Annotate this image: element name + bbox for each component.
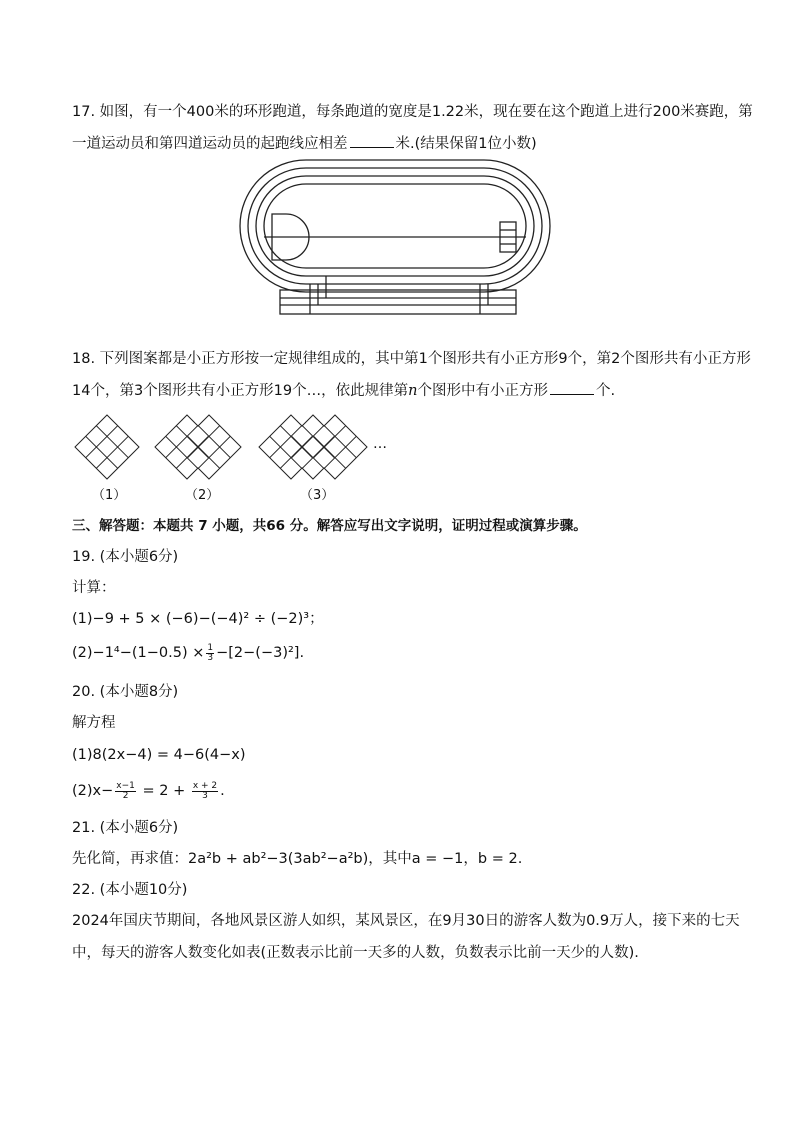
q19-fraction <box>206 644 214 663</box>
q20-part2-text-a: (2)x− <box>72 783 114 799</box>
q20-fraction-2 <box>192 782 218 801</box>
q20-intro: 解方程 <box>72 715 116 731</box>
q18-line2 <box>72 380 615 401</box>
q19-part2 <box>72 643 304 663</box>
q19-fraction-denominator: 3 <box>207 652 214 663</box>
q19-intro: 计算： <box>72 580 116 596</box>
figure-3-caption: （3） <box>300 488 335 503</box>
q19-part1: (1)−9 + 5 × (−6)−(−4)² ÷ (−2)³； <box>72 611 324 627</box>
q17-line2-text-a: 一道运动员和第四道运动员的起跑线应相差 <box>72 136 348 152</box>
running-track-figure <box>238 158 554 320</box>
q21-text: 先化简，再求值：2a²b + ab²−3(3ab²−a²b)，其中a = −1，b = 2. <box>72 851 523 867</box>
q20-fraction-1-denominator: 2 <box>122 790 129 801</box>
q22-line2: 中，每天的游客人数变化如表(正数表示比前一天多的人数，负数表示比前一天少的人数). <box>72 945 639 961</box>
q17-answer-blank <box>350 133 394 148</box>
pattern-figure-2 <box>154 414 242 480</box>
q19-part2-text-b: −[2−(−3)²]. <box>216 645 305 661</box>
q18-answer-blank <box>550 380 594 395</box>
q19-fraction-numerator: 1 <box>207 642 214 653</box>
figure-2-caption: （2） <box>185 488 220 503</box>
section-3-heading: 三、解答题：本题共 7 小题，共66 分。解答应写出文字说明，证明过程或演算步骤。 <box>72 518 587 534</box>
q18-line2-text-c: 个. <box>595 383 616 399</box>
q20-fraction-2-denominator: 3 <box>202 790 208 801</box>
q18-variable-n: n <box>408 383 418 399</box>
q20-part2-text-c: . <box>220 783 225 799</box>
q22-line1: 2024年国庆节期间，各地风景区游人如织，某风景区，在9月30日的游客人数为0.9万人，接下来的七天 <box>72 913 740 929</box>
q20-part2 <box>72 781 225 801</box>
q20-fraction-1-numerator: x−1 <box>116 780 135 791</box>
q17-line2 <box>72 133 537 154</box>
q19-title: 19. (本小题6分) <box>72 549 179 565</box>
q17-line2-text-b: 米.(结果保留1位小数) <box>395 136 537 152</box>
q18-line2-text-b: 个图形中有小正方形 <box>417 383 548 399</box>
q20-fraction-2-numerator: x + 2 <box>192 780 218 791</box>
q20-part1: (1)8(2x−4) = 4−6(4−x) <box>72 747 246 763</box>
figure-1-caption: （1） <box>92 488 127 503</box>
q18-line1: 18. 下列图案都是小正方形按一定规律组成的，其中第1个图形共有小正方形9个，第2个图形共有小正方形 <box>72 351 751 367</box>
q20-title: 20. (本小题8分) <box>72 684 179 700</box>
q22-title: 22. (本小题10分) <box>72 882 188 898</box>
q18-line2-text-a: 14个，第3个图形共有小正方形19个…，依此规律第 <box>72 383 409 399</box>
pattern-ellipsis: … <box>373 436 387 452</box>
pattern-figure-3 <box>258 414 368 480</box>
q20-part2-text-b: = 2 + <box>137 783 190 799</box>
pattern-figure-1 <box>74 414 140 480</box>
q21-title: 21. (本小题6分) <box>72 820 179 836</box>
q19-part2-text-a: (2)−1⁴−(1−0.5) × <box>72 645 205 661</box>
q17-line1: 17. 如图，有一个400米的环形跑道，每条跑道的宽度是1.22米，现在要在这个跑道上进行200米赛跑，第 <box>72 104 753 120</box>
q20-fraction-1 <box>115 782 136 801</box>
